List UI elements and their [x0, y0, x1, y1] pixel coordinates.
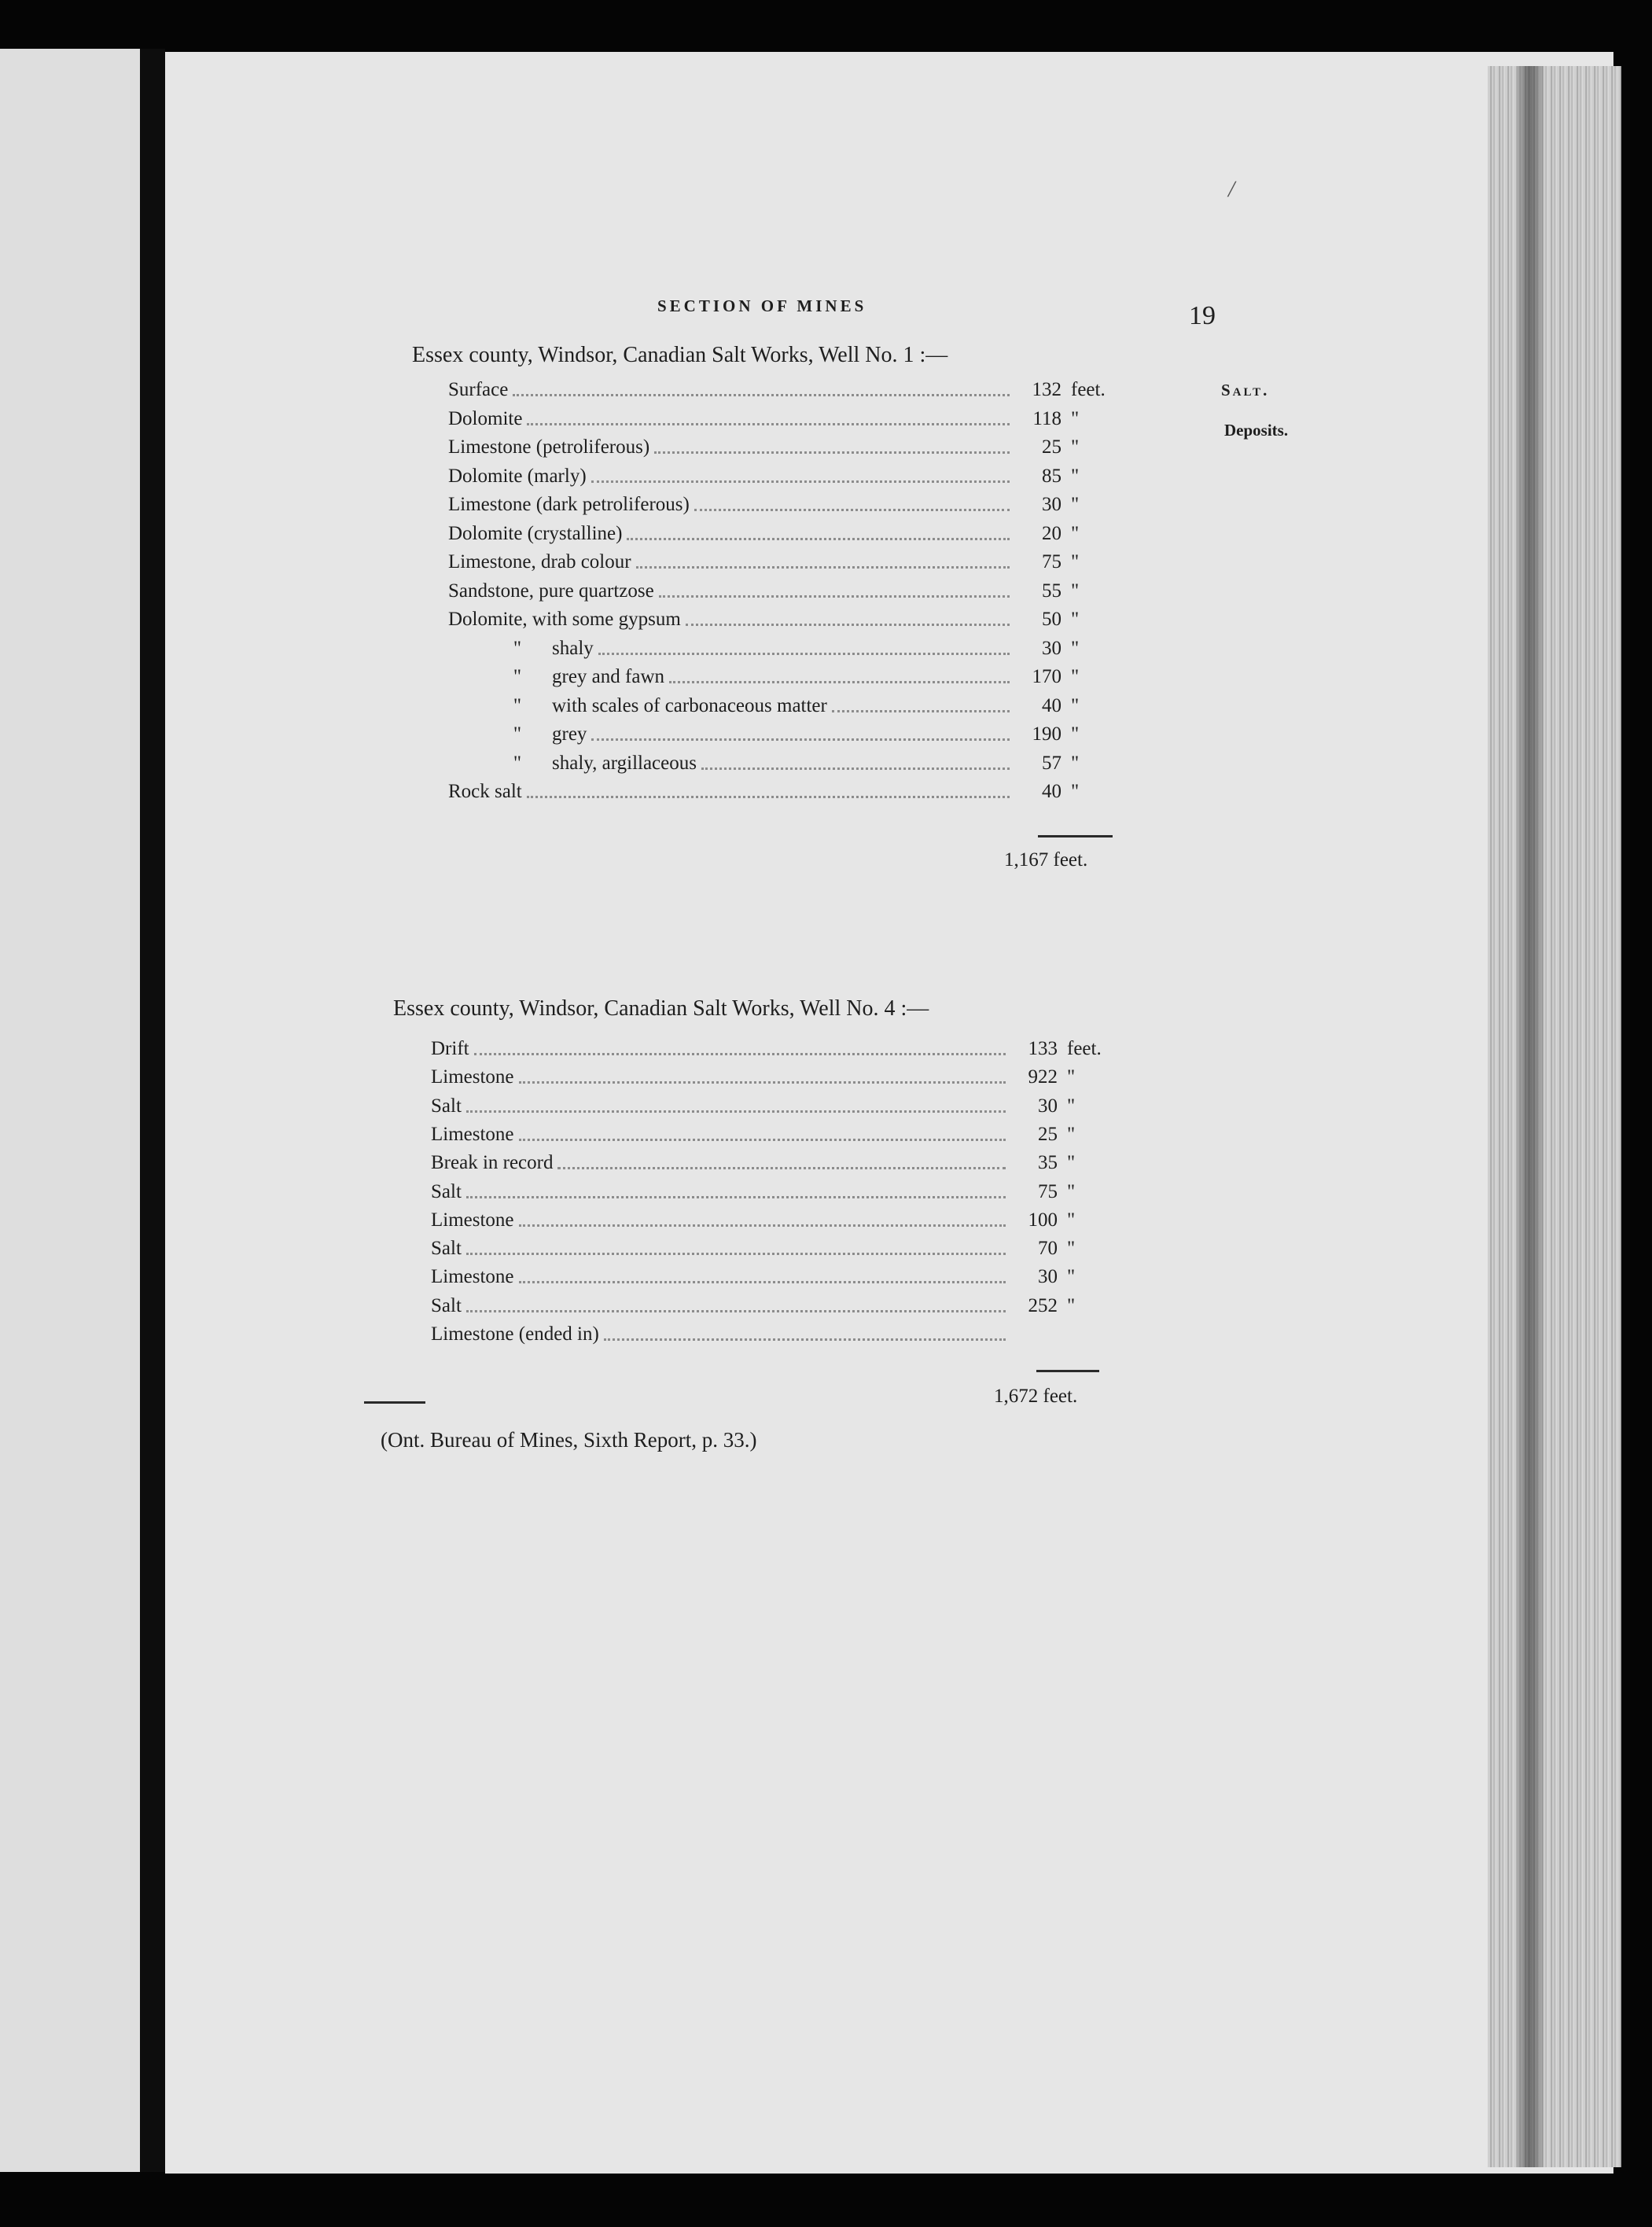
dot-leader — [654, 451, 1010, 454]
thickness-unit: " — [1067, 1095, 1076, 1117]
stratum-row — [448, 658, 1115, 687]
stratum-thickness: 170 — [1032, 666, 1061, 687]
stratum-name: Limestone — [431, 1209, 514, 1231]
stratum-row — [431, 1230, 1111, 1258]
stratum-name: Salt — [431, 1180, 462, 1202]
stratum-thickness: 190 — [1032, 723, 1061, 745]
stratum-row — [448, 716, 1115, 744]
page-stack-shadow — [1518, 66, 1543, 2167]
thickness-unit: " — [1067, 1294, 1076, 1316]
stratum-thickness: 30 — [1038, 1266, 1058, 1288]
stratum-name: Rock salt — [448, 781, 522, 802]
stratum-row — [431, 1173, 1111, 1202]
stratum-thickness: 20 — [1042, 522, 1061, 544]
thickness-unit: " — [1067, 1238, 1076, 1260]
stratum-name: Surface — [448, 379, 509, 400]
dot-leader — [694, 509, 1010, 511]
well-4-total: 1,672 feet. — [994, 1386, 1078, 1407]
thickness-unit: " — [1071, 781, 1080, 802]
stratum-row — [448, 515, 1115, 543]
stratum-row — [448, 745, 1115, 773]
dot-leader — [527, 796, 1010, 798]
dot-leader — [669, 681, 1010, 683]
dot-leader — [466, 1253, 1006, 1255]
stratum-thickness: 75 — [1038, 1180, 1058, 1202]
thickness-unit: " — [1071, 494, 1080, 515]
well-1-total: 1,167 feet. — [1004, 849, 1088, 871]
thickness-unit: " — [1071, 436, 1080, 458]
dot-leader — [557, 1167, 1006, 1169]
stratum-thickness: 57 — [1042, 752, 1061, 774]
well-1-sum-rule — [1038, 835, 1113, 837]
stratum-thickness: 25 — [1038, 1123, 1058, 1145]
stratum-name: Limestone (dark petroliferous) — [448, 494, 690, 515]
stratum-thickness: 25 — [1042, 436, 1061, 458]
stratum-row — [448, 773, 1115, 801]
dot-leader — [598, 653, 1010, 655]
stratum-name: Dolomite (crystalline) — [448, 522, 623, 544]
ditto-mark: " — [513, 666, 522, 687]
stratum-row — [448, 429, 1115, 457]
stratum-row — [448, 486, 1115, 514]
dot-leader — [513, 394, 1010, 396]
dot-leader — [604, 1338, 1006, 1341]
stratum-row — [448, 400, 1115, 429]
stratum-row — [431, 1030, 1111, 1058]
dot-leader — [519, 1281, 1006, 1283]
stratum-thickness: 85 — [1042, 465, 1061, 487]
stratum-thickness: 40 — [1042, 781, 1061, 802]
stratum-name: Limestone — [431, 1266, 514, 1288]
stratum-thickness: 70 — [1038, 1238, 1058, 1260]
thickness-unit: " — [1071, 752, 1080, 774]
dot-leader — [591, 738, 1010, 741]
well-1-heading: Essex county, Windsor, Canadian Salt Works, Well No. 1 :— — [412, 343, 948, 367]
dot-leader — [519, 1139, 1006, 1141]
stratum-thickness: 133 — [1028, 1038, 1058, 1059]
stratum-name: Salt — [431, 1238, 462, 1260]
thickness-unit: " — [1067, 1266, 1076, 1288]
thickness-unit: " — [1071, 522, 1080, 544]
stratum-name: Dolomite (marly) — [448, 465, 587, 487]
dot-leader — [466, 1110, 1006, 1113]
stratum-name: Sandstone, pure quartzose — [448, 580, 654, 602]
ditto-mark: " — [513, 637, 522, 659]
stratum-name: Limestone (petroliferous) — [448, 436, 650, 458]
well-4-heading: Essex county, Windsor, Canadian Salt Works, Well No. 4 :— — [393, 996, 929, 1021]
stratum-name: Limestone — [431, 1066, 514, 1088]
page-number: 19 — [1189, 301, 1216, 330]
stratum-thickness: 55 — [1042, 580, 1061, 602]
thickness-unit: " — [1071, 580, 1080, 602]
ditto-mark: " — [513, 694, 522, 716]
dot-leader — [519, 1224, 1006, 1227]
page-stack-edge — [1488, 66, 1621, 2167]
thickness-unit: " — [1071, 465, 1080, 487]
ditto-mark: " — [513, 752, 522, 774]
stratum-name: Drift — [431, 1038, 469, 1059]
ditto-mark: " — [513, 723, 522, 745]
left-page-edge — [0, 49, 146, 2172]
dot-leader — [701, 767, 1010, 770]
dot-leader — [466, 1196, 1006, 1198]
thickness-unit: " — [1071, 609, 1080, 630]
thickness-unit: " — [1071, 551, 1080, 572]
stratum-name: Dolomite, with some gypsum — [448, 609, 681, 630]
stratum-thickness: 35 — [1038, 1152, 1058, 1174]
dot-leader — [519, 1081, 1006, 1084]
stratum-name: Limestone (ended in) — [431, 1323, 599, 1345]
stratum-row — [431, 1202, 1111, 1230]
stratum-thickness: 40 — [1042, 694, 1061, 716]
stratum-thickness: 922 — [1028, 1066, 1058, 1088]
stratum-thickness: 132 — [1032, 379, 1061, 400]
stratum-thickness: 75 — [1042, 551, 1061, 572]
stratum-name: Break in record — [431, 1152, 554, 1174]
stratum-row — [448, 630, 1115, 658]
stratum-thickness: 252 — [1028, 1294, 1058, 1316]
stratum-name: Dolomite — [448, 407, 523, 429]
dot-leader — [636, 566, 1010, 569]
stratum-name: Salt — [431, 1095, 462, 1117]
stratum-row — [431, 1316, 1111, 1344]
thickness-unit: " — [1067, 1152, 1076, 1174]
stratum-row — [448, 543, 1115, 572]
stratum-row — [431, 1058, 1111, 1087]
stratum-name: grey and fawn — [552, 666, 664, 687]
stratum-name: grey — [552, 723, 587, 745]
stratum-row — [448, 371, 1115, 399]
running-header: SECTION OF MINES — [657, 296, 867, 315]
dot-leader — [627, 538, 1010, 540]
thickness-unit: " — [1071, 637, 1080, 659]
thickness-unit: " — [1071, 666, 1080, 687]
thickness-unit: " — [1071, 723, 1080, 745]
thickness-unit: " — [1067, 1066, 1076, 1088]
stratum-row — [431, 1144, 1111, 1172]
stratum-name: with scales of carbonaceous matter — [552, 694, 827, 716]
thickness-unit: " — [1071, 407, 1080, 429]
dot-leader — [527, 423, 1010, 425]
stratum-thickness: 118 — [1032, 407, 1061, 429]
book-spine — [140, 49, 165, 2172]
stratum-row — [431, 1287, 1111, 1316]
stratum-row — [431, 1088, 1111, 1116]
dot-leader — [659, 595, 1010, 598]
well-4-sum-rule — [1036, 1370, 1099, 1372]
stratum-name: shaly — [552, 637, 594, 659]
stratum-name: shaly, argillaceous — [552, 752, 697, 774]
dot-leader — [832, 710, 1010, 712]
source-citation: (Ont. Bureau of Mines, Sixth Report, p. 33.) — [381, 1428, 757, 1452]
stratum-row — [448, 572, 1115, 601]
thickness-unit: " — [1067, 1209, 1076, 1231]
stratum-name: Salt — [431, 1294, 462, 1316]
margin-note-deposits: Deposits. — [1224, 421, 1289, 440]
thickness-unit: feet. — [1071, 379, 1106, 400]
stratum-thickness: 30 — [1042, 637, 1061, 659]
stratum-row — [431, 1116, 1111, 1144]
thickness-unit: feet. — [1067, 1038, 1102, 1059]
stratum-thickness: 100 — [1028, 1209, 1058, 1231]
stratum-row — [448, 601, 1115, 629]
dot-leader — [686, 624, 1010, 626]
thickness-unit: " — [1067, 1180, 1076, 1202]
margin-note-salt: Salt. — [1221, 381, 1270, 399]
dot-leader — [466, 1310, 1006, 1312]
dot-leader — [474, 1053, 1006, 1055]
stratum-thickness: 50 — [1042, 609, 1061, 630]
thickness-unit: " — [1071, 694, 1080, 716]
stratum-row — [448, 687, 1115, 716]
footnote-rule — [364, 1401, 425, 1404]
stratum-thickness: 30 — [1038, 1095, 1058, 1117]
stratum-row — [448, 458, 1115, 486]
stratum-name: Limestone, drab colour — [448, 551, 631, 572]
stratum-thickness: 30 — [1042, 494, 1061, 515]
dot-leader — [591, 480, 1010, 483]
thickness-unit: " — [1067, 1123, 1076, 1145]
pencil-mark: / — [1228, 176, 1235, 202]
stratum-row — [431, 1258, 1111, 1287]
stratum-name: Limestone — [431, 1123, 514, 1145]
